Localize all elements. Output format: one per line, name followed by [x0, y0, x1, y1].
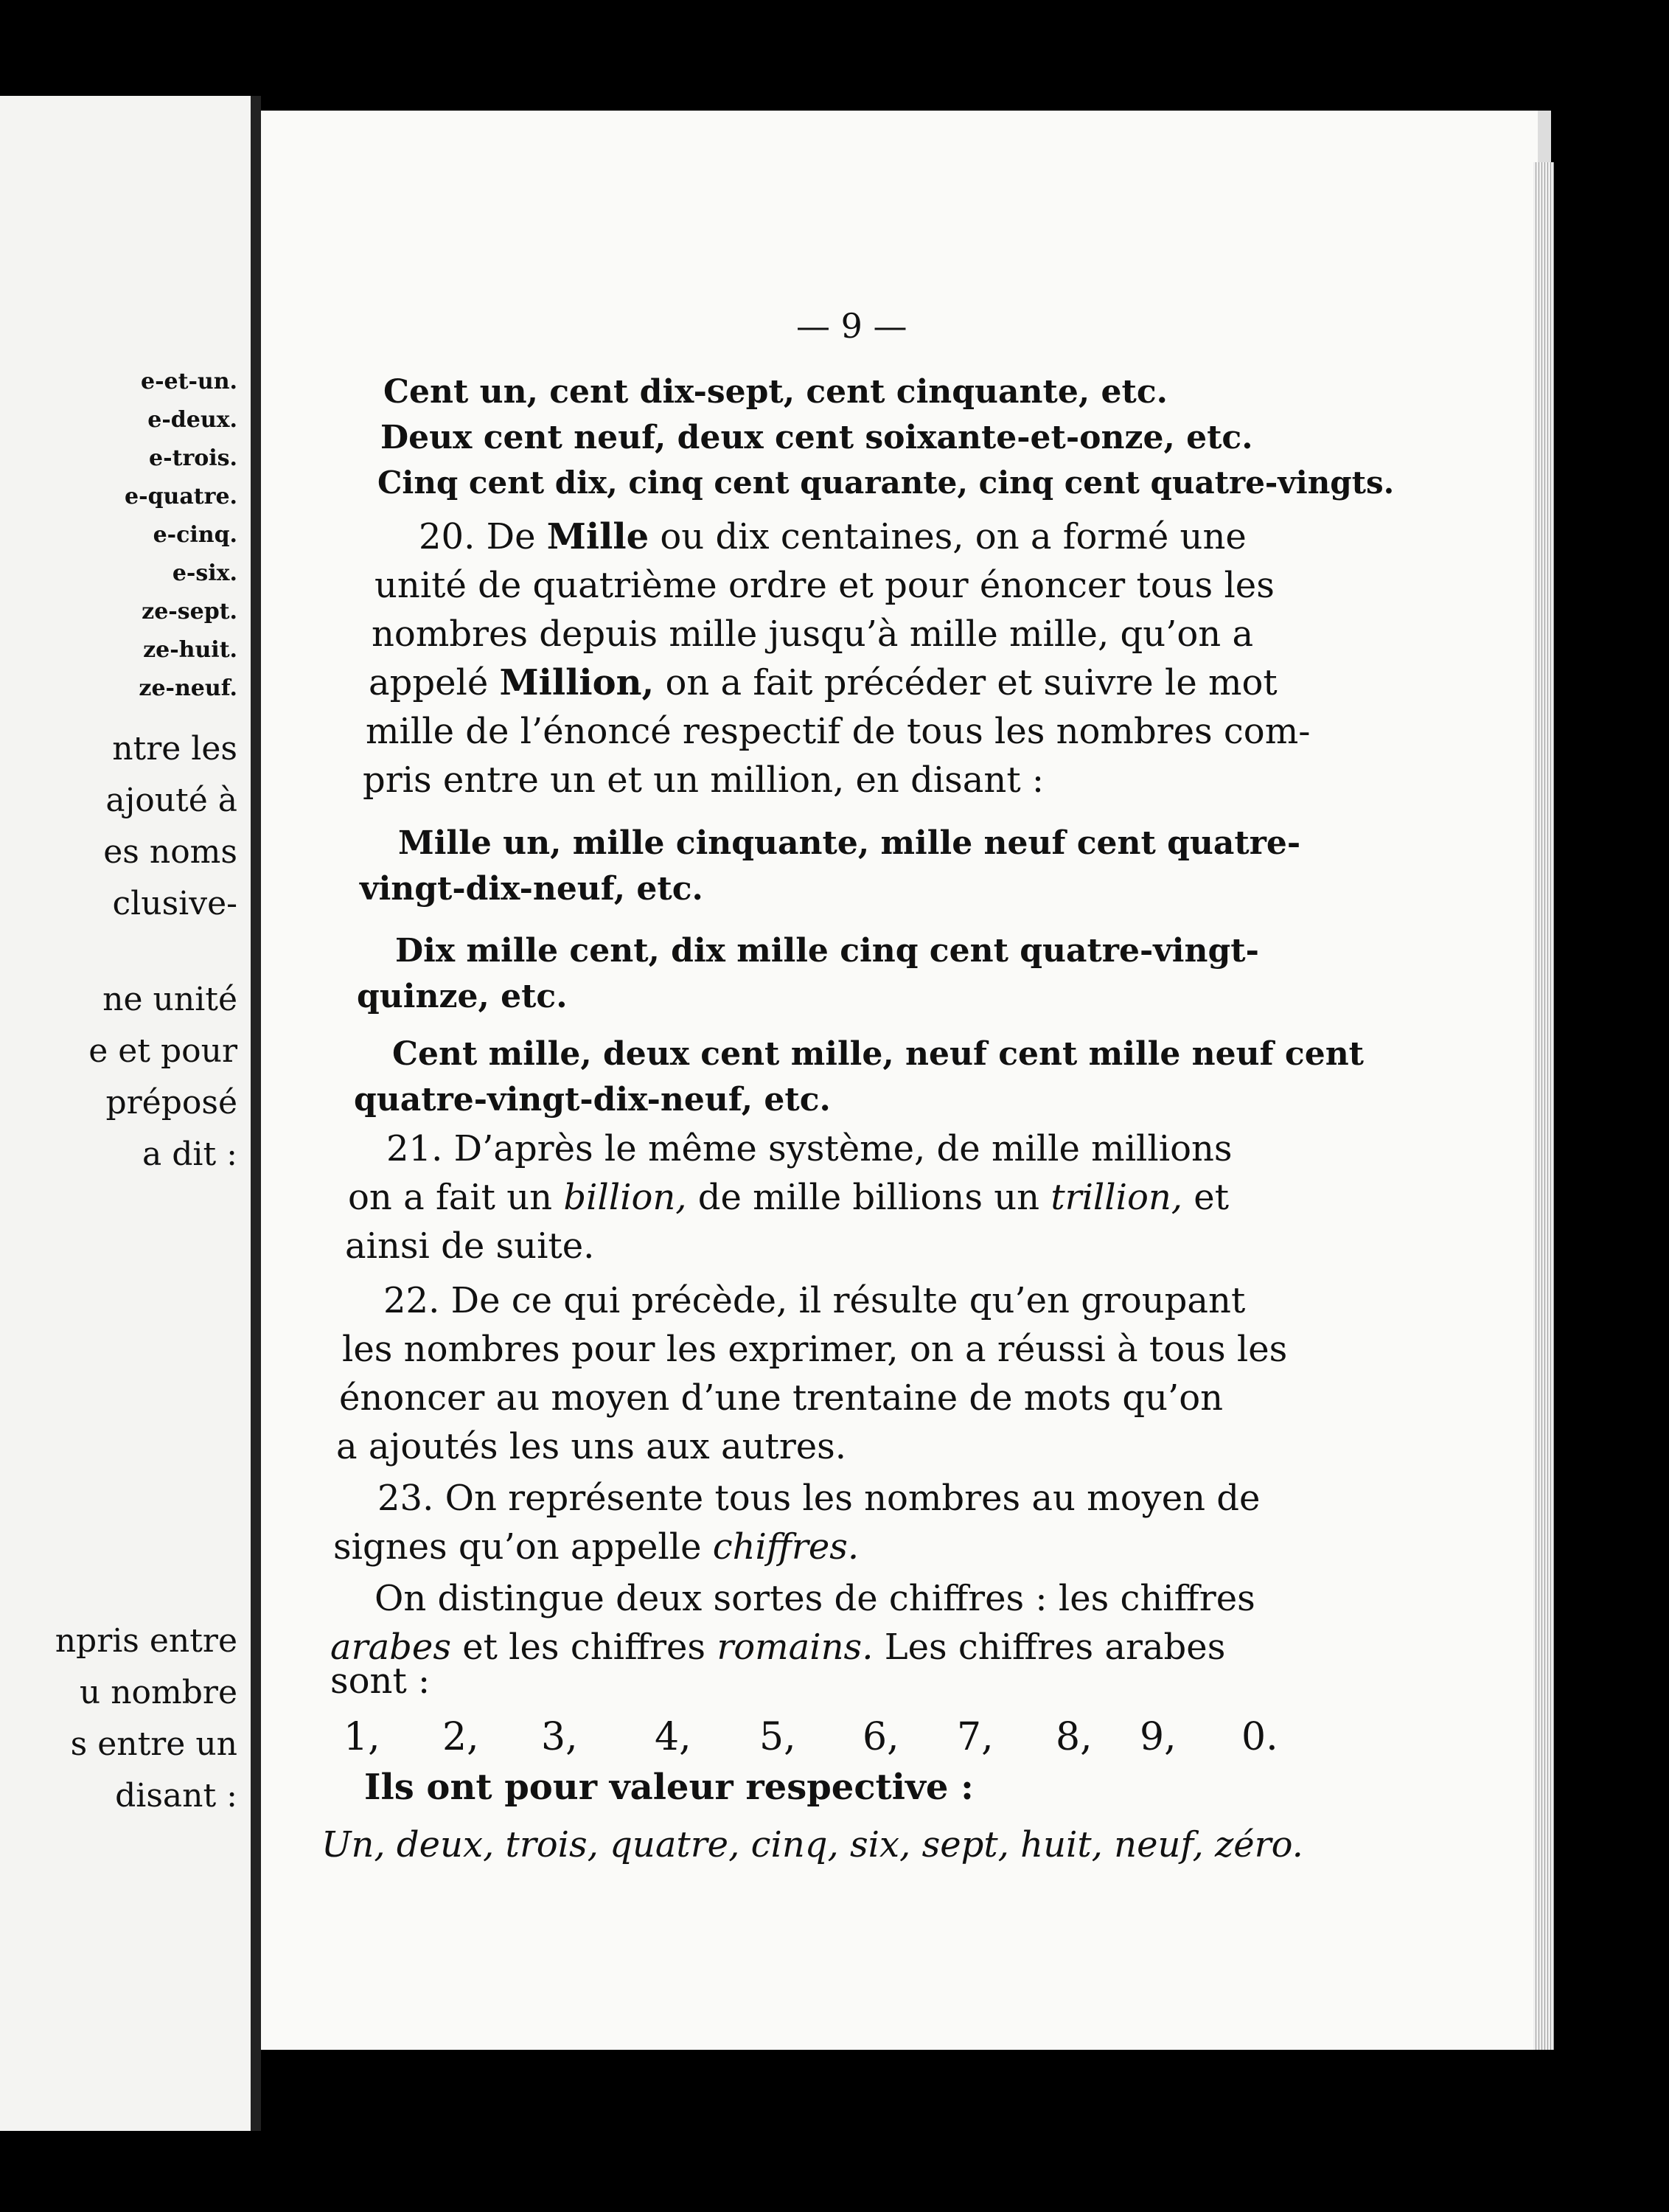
text-line: ainsi de suite.	[345, 1225, 595, 1267]
left-fragment: npris entre	[55, 1622, 237, 1660]
left-fragment: e-et-un.	[140, 369, 237, 394]
digit: 2,	[442, 1715, 479, 1759]
page-edge	[1533, 162, 1554, 2050]
text-line: nombres depuis mille jusqu’à mille mille, qu’on a	[372, 613, 1254, 655]
digit: 4,	[655, 1715, 691, 1759]
text-line: Cinq cent dix, cinq cent quarante, cinq cent quatre-vingts.	[377, 465, 1395, 501]
digit: 8,	[1056, 1715, 1093, 1759]
left-fragment: e-cinq.	[153, 522, 237, 548]
left-fragment: ze-huit.	[143, 637, 237, 663]
left-fragment: ze-neuf.	[139, 675, 237, 701]
left-fragment: e-quatre.	[125, 484, 237, 509]
digit: 3,	[541, 1715, 578, 1759]
text-line: appelé Million, on a fait précéder et suivre le mot	[369, 662, 1278, 703]
left-fragment: s entre un	[70, 1725, 237, 1763]
digit-names: Un, deux, trois, quatre, cinq, six, sept, huit, neuf, zéro.	[321, 1824, 1303, 1865]
text-line: Cent mille, deux cent mille, neuf cent mille neuf cent	[392, 1035, 1365, 1073]
text-line: vingt-dix-neuf, etc.	[360, 870, 703, 908]
text-line: 21. D’après le même système, de mille millions	[386, 1128, 1233, 1169]
left-fragment: e-trois.	[149, 445, 237, 471]
left-fragment: a dit :	[142, 1135, 237, 1173]
digit: 5,	[759, 1715, 796, 1759]
text-line: On distingue deux sortes de chiffres : les chiffres	[374, 1578, 1255, 1619]
page-number: — 9 —	[796, 306, 907, 346]
text-line: Dix mille cent, dix mille cinq cent quatre-vingt-	[395, 932, 1259, 970]
text-line: les nombres pour les exprimer, on a réussi à tous les	[342, 1329, 1288, 1370]
book-spine	[251, 96, 261, 2131]
text-line: unité de quatrième ordre et pour énoncer tous les	[374, 565, 1275, 606]
left-fragment: ne unité	[102, 981, 237, 1018]
left-fragment: préposé	[105, 1084, 237, 1121]
text-line: 23. On représente tous les nombres au moyen de	[377, 1478, 1261, 1519]
text-line: mille de l’énoncé respectif de tous les nombres com-	[366, 711, 1311, 752]
text-line: énoncer au moyen d’une trentaine de mots qu’on	[339, 1377, 1224, 1419]
text-line: pris entre un et un million, en disant :	[363, 759, 1045, 801]
left-fragment: es noms	[103, 833, 237, 871]
left-fragment: u nombre	[79, 1674, 237, 1711]
text-line: quinze, etc.	[357, 978, 568, 1015]
left-fragment: clusive-	[112, 885, 237, 922]
digit: 6,	[863, 1715, 899, 1759]
digit: 7,	[957, 1715, 994, 1759]
text-line: Ils ont pour valeur respective :	[364, 1767, 974, 1808]
text-line: Deux cent neuf, deux cent soixante-et-onze, etc.	[380, 419, 1253, 456]
text-line: 22. De ce qui précède, il résulte qu’en groupant	[383, 1280, 1246, 1321]
left-fragment: disant :	[115, 1777, 237, 1815]
left-page	[0, 96, 251, 2131]
left-fragment: e-deux.	[147, 407, 237, 433]
left-fragment: ajouté à	[105, 782, 237, 819]
text-line: Cent un, cent dix-sept, cent cinquante, etc.	[383, 373, 1168, 411]
digit: 0.	[1241, 1715, 1278, 1759]
left-fragment: ze-sept.	[142, 599, 237, 625]
left-fragment: e et pour	[88, 1032, 237, 1070]
text-line: quatre-vingt-dix-neuf, etc.	[354, 1081, 831, 1119]
left-fragment: e-six.	[172, 560, 237, 586]
digit: 9,	[1140, 1715, 1177, 1759]
left-fragment: ntre les	[112, 730, 237, 768]
text-line: Mille un, mille cinquante, mille neuf cent quatre-	[398, 824, 1301, 862]
text-line: sont :	[330, 1660, 431, 1702]
text-line: on a fait un billion, de mille billions un trillion, et	[348, 1177, 1229, 1218]
text-line: signes qu’on appelle chiffres.	[333, 1526, 860, 1568]
digit: 1,	[344, 1715, 380, 1759]
text-line: arabes et les chiffres romains. Les chiffres arabes	[330, 1627, 1226, 1668]
text-line: 20. De Mille ou dix centaines, on a formé une	[419, 516, 1247, 557]
text-line: a ajoutés les uns aux autres.	[336, 1426, 847, 1467]
